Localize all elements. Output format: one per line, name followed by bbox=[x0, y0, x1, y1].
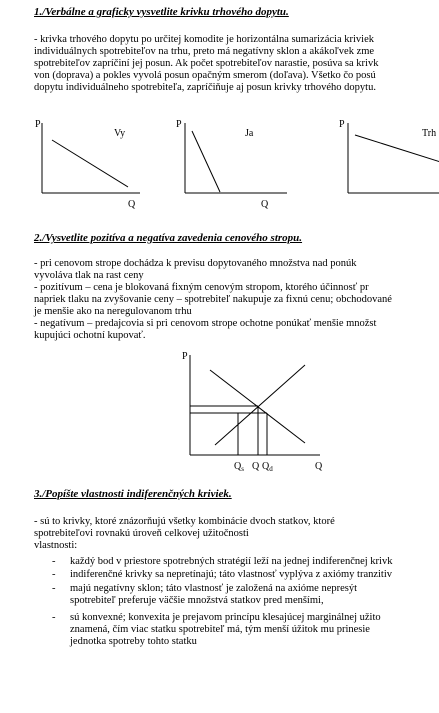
section3-intro-1: - sú to krivky, ktoré znázorňujú všetky kombinácie dvoch statkov, ktoré bbox=[34, 516, 335, 527]
bullet-mark-2: - bbox=[52, 569, 56, 580]
section3-intro-2: spotrebiteľovi rovnakú úroveň celkovej užitočnosti bbox=[34, 528, 249, 539]
graph-market-trh bbox=[339, 119, 439, 193]
section2-line-3: - pozitívum – cena je blokovaná fixným cenovým stropom, ktorého účinnosť pr bbox=[34, 282, 369, 293]
section2-line-4: napriek tlaku na zvyšovanie ceny – spotrebiteľ nakupuje za fixnú cenu; obchodované bbox=[34, 294, 392, 305]
section3-heading bbox=[34, 488, 232, 500]
axis-q-label: Q bbox=[315, 461, 323, 472]
graph-individual-vy bbox=[35, 119, 140, 210]
section1-line-2: individuálnych spotrebiteľov na trhu, preto má negatívny sklon a akákoľvek zme bbox=[34, 46, 375, 57]
axis-p-label: P bbox=[182, 351, 188, 362]
qd-label: $Q_d$ bbox=[262, 461, 273, 473]
section2-heading-text: 2./Vysvetlite pozitíva a negatíva zavedenia cenového stropu. bbox=[34, 232, 303, 244]
section1-line-4: von (doprava) a pokles vyvolá posun opačným smerom (doľava). Všetko čo posú bbox=[34, 70, 376, 81]
section3-item-2: indiferenčné krivky sa nepretínajú; táto vlastnosť vyplýva z axiómy tranzitiv bbox=[70, 569, 393, 580]
axis-p-1: P bbox=[35, 119, 41, 130]
bullet-mark-3: - bbox=[52, 583, 56, 594]
section1-line-3: spotrebiteľov zapríčiní jej posun. Ak počet spotrebiteľov narastie, posúva sa krivk bbox=[34, 58, 379, 69]
bullet-mark-4: - bbox=[52, 612, 56, 623]
section3-item-1: každý bod v priestore spotrebných stratégií leží na jednej indiferenčnej krivk bbox=[70, 556, 393, 567]
section2-line-7: kupujúci ochotní kupovať. bbox=[34, 330, 146, 341]
bullet-mark-1: - bbox=[52, 556, 56, 567]
graph-label-ja: Ja bbox=[245, 128, 254, 139]
axis-p-3: P bbox=[339, 119, 345, 130]
demand-curve-ja bbox=[192, 131, 220, 192]
axis-q-2: Q bbox=[261, 199, 269, 210]
section3-item-3-line-1: majú negatívny sklon; táto vlastnosť je založená na axióme nepresýt bbox=[70, 583, 358, 594]
section2-line-5: je menšie ako na neregulovanom trhu bbox=[34, 306, 192, 317]
section2-line-1: - pri cenovom strope dochádza k previsu dopytovaného množstva nad ponúk bbox=[34, 258, 357, 269]
demand-graphs bbox=[30, 115, 439, 210]
demand-curve-vy bbox=[52, 140, 128, 187]
section2-line-6: - negatívum – predajcovia si pri cenovom strope ochotne ponúkať menšie množst bbox=[34, 318, 377, 329]
section2-heading bbox=[34, 232, 302, 244]
graph-label-vy: Vy bbox=[114, 128, 126, 139]
graph-individual-ja bbox=[176, 119, 287, 210]
section1-line-1: - krivka trhového dopytu po určitej komodite je horizontálna sumarizácia kriviek bbox=[34, 34, 374, 45]
section1-heading bbox=[34, 6, 289, 18]
demand-curve-trh bbox=[355, 135, 439, 165]
section3-item-4-line-1: sú konvexné; konvexita je prejavom princípu klesajúcej marginálnej užito bbox=[70, 612, 381, 623]
axis-q-1: Q bbox=[128, 199, 136, 210]
section3-item-4-line-3: jednotka spotreby tohto statku bbox=[70, 636, 197, 647]
section3-item-3-line-2: spotrebiteľ preferuje väčšie množstvá statkov pred menšími, bbox=[70, 595, 324, 606]
qs-label: $Q_s$ bbox=[234, 461, 244, 473]
section2-line-2: vyvoláva tlak na rast ceny bbox=[34, 270, 144, 281]
section3-heading-text: 3./Popíšte vlastnosti indiferenčných kriviek. bbox=[34, 488, 232, 500]
axis-p-2: P bbox=[176, 119, 182, 130]
q0-label: Q bbox=[252, 461, 260, 472]
price-ceiling-graph bbox=[170, 345, 340, 475]
section1-heading-text: 1./Verbálne a graficky vysvetlite krivku trhového dopytu. bbox=[34, 6, 289, 18]
graph-label-trh: Trh bbox=[422, 128, 437, 139]
section1-line-5: dopytu individuálneho spotrebiteľa, zapríčiňuje aj posun krivky trhového dopytu. bbox=[34, 82, 376, 93]
section3-intro-3: vlastnosti: bbox=[34, 540, 78, 551]
section3-item-4-line-2: znamená, čím viac statku spotrebiteľ má, tým menší úžitok mu prinesie bbox=[70, 624, 370, 635]
